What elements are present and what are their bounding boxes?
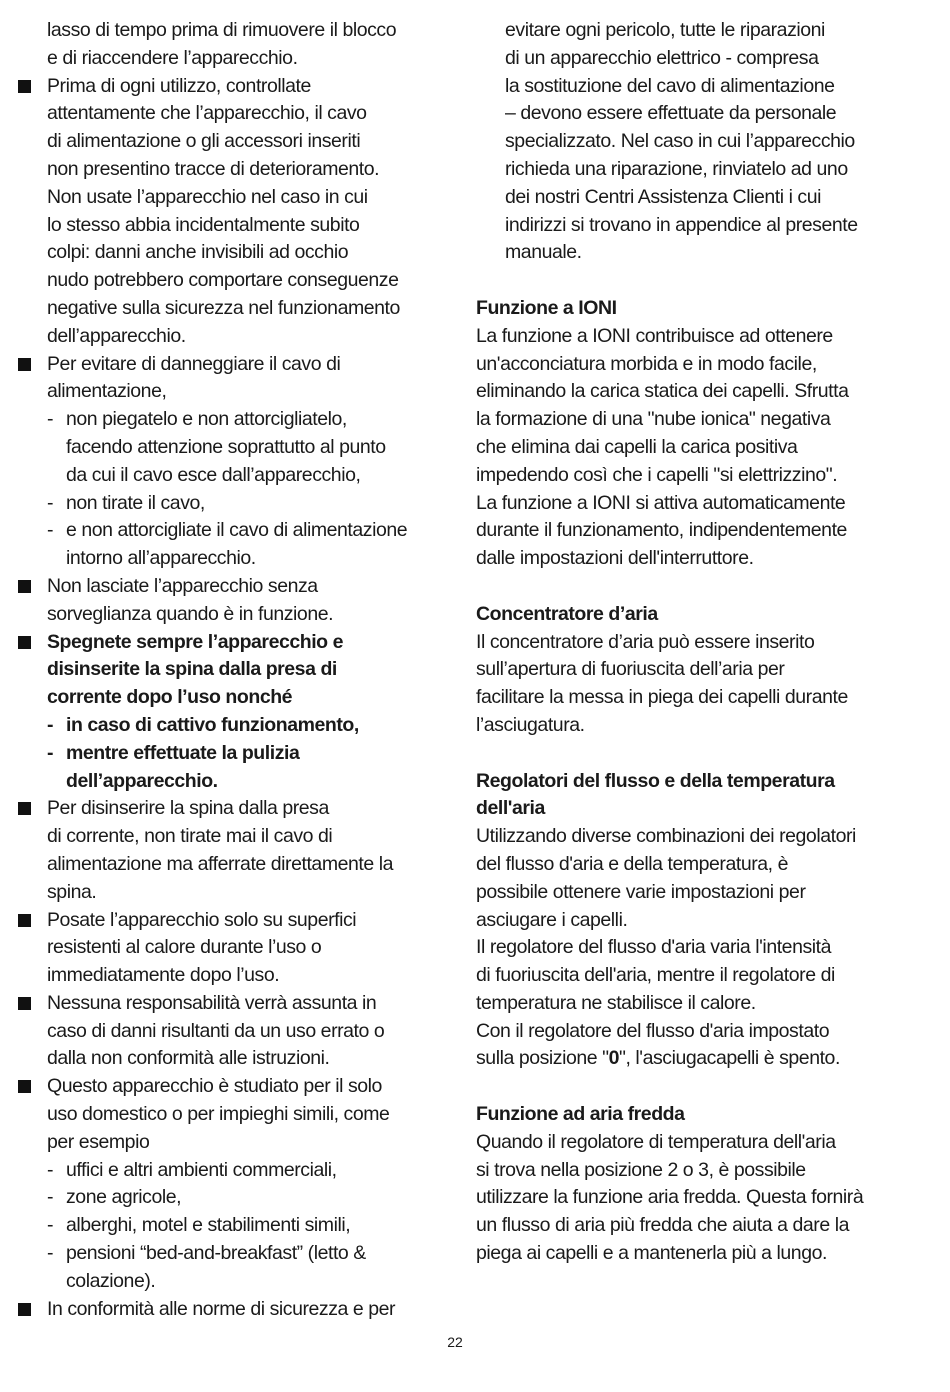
text-line: attentamente che l’apparecchio, il cavo	[47, 102, 367, 125]
bullet-item	[18, 795, 448, 823]
square-bullet-icon	[18, 580, 31, 593]
text-line: dell’apparecchio.	[66, 769, 218, 792]
dash-item	[18, 1184, 448, 1212]
text-line: corrente dopo l’uso nonché	[47, 686, 293, 709]
text-line: – devono essere effettuate da personale	[505, 102, 837, 125]
text-line: Nessuna responsabilità verrà assunta in	[47, 991, 377, 1014]
dash-item	[18, 1240, 448, 1268]
text-line: sull’apertura di fuoriuscita dell’aria per	[476, 658, 785, 681]
dash-marker: -	[47, 519, 54, 542]
square-bullet-icon	[18, 1080, 31, 1093]
text-line: specializzato. Nel caso in cui l’apparecchio	[505, 130, 855, 153]
text-line: colpi: danni anche invisibili ad occhio	[47, 241, 349, 264]
text-line: la formazione di una "nube ionica" negativa	[476, 408, 831, 431]
text-line: mentre effettuate la pulizia	[66, 741, 300, 764]
text-line: asciugare i capelli.	[476, 908, 628, 931]
text-line: per esempio	[47, 1130, 150, 1153]
dash-marker: -	[47, 1214, 54, 1237]
square-bullet-icon	[18, 914, 31, 927]
dash-marker: -	[47, 491, 54, 514]
bullet-item-warning	[18, 629, 448, 657]
text-line: alimentazione,	[47, 380, 167, 403]
bullet-item	[18, 990, 448, 1018]
bullet-item	[18, 351, 448, 379]
dash-marker: -	[47, 741, 54, 764]
spacer	[476, 1073, 916, 1101]
text-line: disinserite la spina dalla presa di	[47, 658, 337, 681]
text-line: e non attorcigliate il cavo di alimentazione	[66, 519, 408, 542]
section-heading: Regolatori del flusso e della temperatura	[476, 769, 835, 792]
dash-marker: -	[47, 1242, 54, 1265]
text-line: da cui il cavo esce dall’apparecchio,	[66, 463, 361, 486]
dash-item	[18, 517, 448, 545]
bullet-item	[18, 573, 448, 601]
text-line: impedendo così che i capelli "si elettrizzino".	[476, 463, 838, 486]
text-line: immediatamente dopo l’uso.	[47, 964, 280, 987]
text-line	[476, 1045, 916, 1073]
section-heading: Funzione ad aria fredda	[476, 1103, 685, 1126]
text-line: lo stesso abbia incidentalmente subito	[47, 213, 360, 236]
text-line: In conformità alle norme di sicurezza e per	[47, 1297, 396, 1320]
dash-marker: -	[47, 1186, 54, 1209]
text-line: dalla non conformità alle istruzioni.	[47, 1047, 330, 1070]
bullet-item	[18, 1073, 448, 1101]
text-line: non presentino tracce di deterioramento.	[47, 157, 380, 180]
text-fragment: ", l'asciugacapelli è spento.	[619, 1047, 840, 1070]
text-line: in caso di cattivo funzionamento,	[66, 713, 359, 736]
section-heading: dell'aria	[476, 797, 545, 820]
dash-marker: -	[47, 408, 54, 431]
text-line: La funzione a IONI contribuisce ad ottenere	[476, 324, 833, 347]
text-line: dell’apparecchio.	[47, 324, 186, 347]
dash-item	[18, 1212, 448, 1240]
dash-item	[18, 1157, 448, 1185]
text-line: caso di danni risultanti da un uso errato o	[47, 1019, 385, 1042]
text-line: di corrente, non tirate mai il cavo di	[47, 825, 333, 848]
text-fragment: sulla posizione "	[476, 1047, 609, 1070]
text-line: richieda una riparazione, rinviatelo ad uno	[505, 157, 848, 180]
text-line: dalle impostazioni dell'interruttore.	[476, 547, 754, 570]
text-line: spina.	[47, 880, 97, 903]
text-line: sorveglianza quando è in funzione.	[47, 602, 334, 625]
text-line: di fuoriuscita dell'aria, mentre il regolatore di	[476, 964, 835, 987]
section-heading: Concentratore d’aria	[476, 602, 658, 625]
text-line: uffici e altri ambienti commerciali,	[66, 1158, 337, 1181]
text-line: alberghi, motel e stabilimenti simili,	[66, 1214, 351, 1237]
dash-marker: -	[47, 713, 54, 736]
text-line: non tirate il cavo,	[66, 491, 205, 514]
dash-item	[18, 740, 448, 768]
text-line: intorno all’apparecchio.	[66, 547, 256, 570]
position-value: 0	[608, 1047, 620, 1070]
text-line: negative sulla sicurezza nel funzionamento	[47, 296, 400, 319]
text-line: Per evitare di danneggiare il cavo di	[47, 352, 341, 375]
text-line: Questo apparecchio è studiato per il solo	[47, 1075, 382, 1098]
text-line: evitare ogni pericolo, tutte le riparazioni	[505, 19, 825, 41]
text-line: Il concentratore d’aria può essere inserito	[476, 630, 815, 653]
text-line: Con il regolatore del flusso d'aria impostato	[476, 1019, 830, 1042]
text-line: Non lasciate l’apparecchio senza	[47, 574, 318, 597]
text-line: eliminando la carica statica dei capelli. Sfrutta	[476, 380, 849, 403]
spacer	[476, 267, 916, 295]
text-line: zone agricole,	[66, 1186, 182, 1209]
text-line: utilizzare la funzione aria fredda. Questa fornirà	[476, 1186, 864, 1209]
text-line: piega ai capelli e a mantenerla più a lungo.	[476, 1242, 827, 1265]
dash-item	[18, 490, 448, 518]
text-line: la sostituzione del cavo di alimentazione	[505, 74, 835, 97]
text-line: colazione).	[66, 1269, 156, 1292]
text-line: di alimentazione o gli accessori inseriti	[47, 130, 361, 153]
text-line: nudo potrebbero comportare conseguenze	[47, 269, 399, 292]
text-line: Quando il regolatore di temperatura dell'aria	[476, 1130, 836, 1153]
text-line: La funzione a IONI si attiva automaticamente	[476, 491, 846, 514]
text-line: temperatura ne stabilisce il calore.	[476, 991, 756, 1014]
square-bullet-icon	[18, 636, 31, 649]
dash-item	[18, 406, 448, 434]
bullet-item	[18, 907, 448, 935]
text-line: resistenti al calore durante l’uso o	[47, 936, 322, 959]
text-line: Utilizzando diverse combinazioni dei regolatori	[476, 825, 856, 848]
text-line: possibile ottenere varie impostazioni per	[476, 880, 806, 903]
text-line: Per disinserire la spina dalla presa	[47, 797, 329, 820]
square-bullet-icon	[18, 80, 31, 93]
text-line: non piegatelo e non attorcigliatelo,	[66, 408, 347, 431]
bullet-item	[18, 73, 448, 101]
text-line: Posate l’apparecchio solo su superfici	[47, 908, 357, 931]
text-line: di un apparecchio elettrico - compresa	[505, 46, 819, 69]
text-line: l’asciugatura.	[476, 713, 585, 736]
square-bullet-icon	[18, 997, 31, 1010]
text-line: indirizzi si trovano in appendice al presente	[505, 213, 858, 236]
dash-marker: -	[47, 1158, 54, 1181]
text-line: pensioni “bed-and-breakfast” (letto &	[66, 1242, 366, 1265]
text-line: Il regolatore del flusso d'aria varia l'intensità	[476, 936, 832, 959]
text-line: Spegnete sempre l’apparecchio e	[47, 630, 344, 653]
left-column	[18, 17, 448, 1323]
text-line: e di riaccendere l’apparecchio.	[47, 46, 298, 69]
square-bullet-icon	[18, 1303, 31, 1316]
text-line: facendo attenzione soprattutto al punto	[66, 435, 386, 458]
text-line: Prima di ogni utilizzo, controllate	[47, 74, 311, 97]
bullet-item	[18, 1296, 448, 1324]
text-line: che elimina dai capelli la carica positiva	[476, 435, 798, 458]
text-line: durante il funzionamento, indipendentemente	[476, 519, 847, 542]
text-line: un'acconciatura morbida e in modo facile,	[476, 352, 817, 375]
text-line: si trova nella posizione 2 o 3, è possibile	[476, 1158, 806, 1181]
section-heading: Funzione a IONI	[476, 296, 617, 319]
text-line: dei nostri Centri Assistenza Clienti i cui	[505, 185, 821, 208]
text-line: alimentazione ma afferrate direttamente la	[47, 852, 394, 875]
text-line: uso domestico o per impieghi simili, come	[47, 1103, 390, 1126]
text-line: un flusso di aria più fredda che aiuta a dare la	[476, 1214, 849, 1237]
text-line: manuale.	[505, 241, 582, 264]
right-column	[476, 17, 916, 1268]
dash-item	[18, 712, 448, 740]
square-bullet-icon	[18, 802, 31, 815]
text-line: facilitare la messa in piega dei capelli durante	[476, 686, 848, 709]
square-bullet-icon	[18, 358, 31, 371]
text-line: lasso di tempo prima di rimuovere il blocco	[47, 19, 397, 41]
spacer	[476, 740, 916, 768]
text-line: Non usate l’apparecchio nel caso in cui	[47, 185, 368, 208]
page-number: 22	[447, 1334, 463, 1350]
spacer	[476, 573, 916, 601]
text-line: del flusso d'aria e della temperatura, è	[476, 852, 788, 875]
